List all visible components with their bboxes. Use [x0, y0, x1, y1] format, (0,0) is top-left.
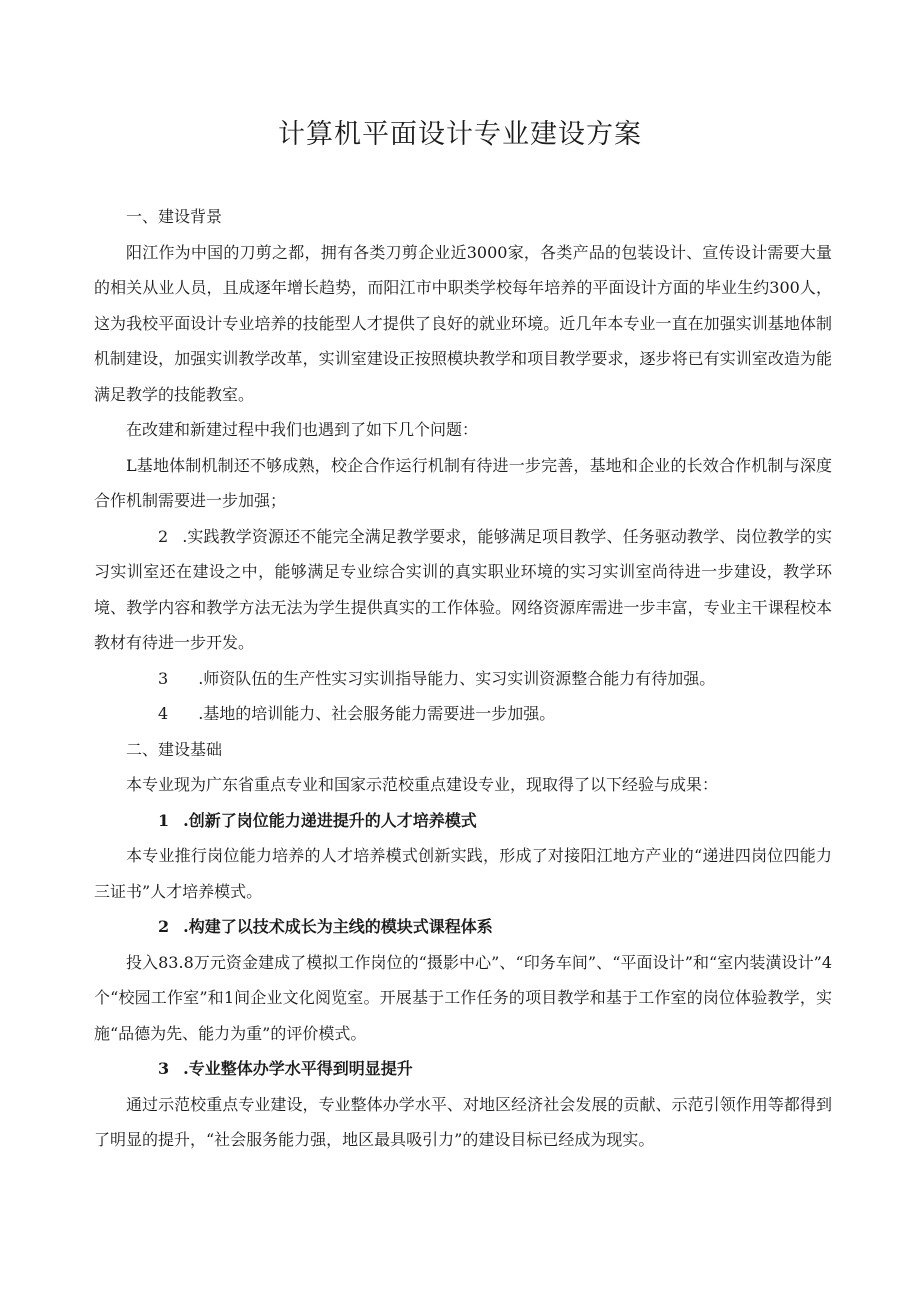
- paragraph: 阳江作为中国的刀剪之都，拥有各类刀剪企业近3000家，各类产品的包装设计、宣传设计需要大量的相关从业人员，且成逐年增长趋势，而阳江市中职类学校每年培养的平面设计方面的毕业生约300人，这为我校平面设计专业培养的技能型人才提供了良好的就业环境。近几年本专业一直在加强实训基地体制机制建设，加强实训教学改革，实训室建设正按照模块教学和项目教学要求，逐步将已有实训室改造为能满足教学的技能教室。: [94, 242, 832, 404]
- list-number: 2: [158, 526, 169, 546]
- list-text: .师资队伍的生产性实习实训指导能力、实习实训资源整合能力有待加强。: [198, 668, 716, 688]
- paragraph: 本专业推行岗位能力培养的人才培养模式创新实践，形成了对接阳江地方产业的“递进四岗位四能力三证书”人才培养模式。: [94, 846, 832, 901]
- list-number: 3: [158, 668, 169, 688]
- list-item-3: [94, 661, 832, 697]
- section-heading-foundation: 二、建设基础: [126, 739, 223, 759]
- paragraph: 投入83.8万元资金建成了模拟工作岗位的“摄影中心”、“印务车间”、“平面设计”和“室内装潢设计”4个“校园工作室”和1间企业文化阅览室。开展基于工作任务的项目教学和基于工作室的岗位体验教学，实施“品德为先、能力为重”的评价模式。: [94, 952, 832, 1043]
- document-title: 计算机平面设计专业建设方案: [278, 119, 642, 150]
- paragraph: 本专业现为广东省重点专业和国家示范校重点建设专业，现取得了以下经验与成果：: [126, 775, 719, 794]
- paragraph: 通过示范校重点专业建设，专业整体办学水平、对地区经济社会发展的贡献、示范引领作用等都得到了明显的提升，“社会服务能力强，地区最具吸引力”的建设目标已经成为现实。: [94, 1094, 832, 1149]
- subheading-number: 3: [158, 1059, 170, 1078]
- list-text: .基地的培训能力、社会服务能力需要进一步加强。: [198, 704, 556, 723]
- document-body: [94, 199, 832, 1158]
- subheading-text: .创新了岗位能力递进提升的人才培养模式: [183, 810, 477, 830]
- list-text: .实践教学资源还不能完全满足教学要求，能够满足项目教学、任务驱动教学、岗位教学的实习实训室还在建设之中，能够满足专业综合实训的真实职业环境的实习实训室尚待进一步建设，教学环境、教学内容和教学方法无法为学生提供真实的工作体验。网络资源库需进一步丰富，专业主干课程校本教材有待进一步开发。: [94, 526, 832, 652]
- subheading-text: .专业整体办学水平得到明显提升: [183, 1059, 413, 1078]
- paragraph: 在改建和新建过程中我们也遇到了如下几个问题：: [126, 420, 479, 439]
- list-item-2: [94, 519, 832, 661]
- list-item-1: L基地体制机制还不够成熟，校企合作运行机制有待进一步完善，基地和企业的长效合作机制与深度合作机制需要进一步加强；: [94, 455, 832, 510]
- subheading-2: [94, 909, 832, 945]
- section-heading-background: 一、建设背景: [126, 207, 223, 226]
- list-number: 4: [158, 704, 169, 723]
- subheading-1: [94, 803, 832, 839]
- subheading-3: [94, 1051, 832, 1087]
- subheading-number: 1: [158, 810, 170, 830]
- subheading-text: .构建了以技术成长为主线的模块式课程体系: [183, 917, 493, 936]
- subheading-number: 2: [158, 917, 170, 936]
- list-item-4: [94, 696, 832, 732]
